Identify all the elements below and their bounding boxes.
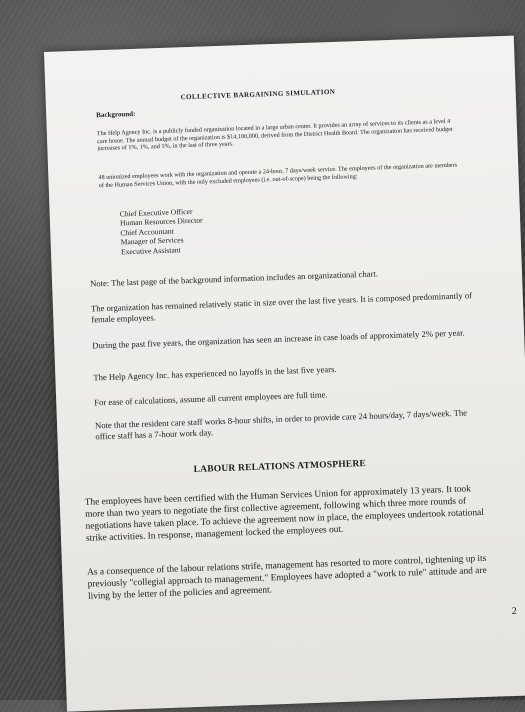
document-page (44, 36, 525, 712)
background-paragraph-2: 48 unionized employees work with the organization and operate a 24-hour, 7 days/week service. The employees of the organization are members of the Human Services Union, with the only excluded employees (i.e. out-of-scope) being the following: (98, 161, 458, 189)
background-heading: Background: (96, 109, 136, 120)
section-heading: LABOUR RELATIONS ATMOSPHERE (193, 459, 367, 476)
list-item: Manager of Services (120, 235, 184, 247)
paragraph-static-size: The organization has remained relatively static in size over the last five years. It is composed predominantly of female employees. (90, 290, 473, 325)
labour-paragraph-1: The employees have been certified with the Human Services Union for approximately 13 years. It took more than two years to negotiate the first collective agreement, following which three more rounds of negotiations have taken place. To achieve the agreement now in place, the employees undertook rotational strike activities. In response, management locked the employees out. (84, 484, 485, 544)
paragraph-layoffs: The Help Agency Inc. has experienced no layoffs in the last five years. (93, 363, 337, 383)
paragraph-fulltime: For ease of calculations, assume all current employees are full time. (94, 389, 328, 408)
list-item: Human Resources Director (119, 215, 203, 228)
list-item: Chief Accountant (120, 226, 174, 238)
page-number: 2 (511, 605, 518, 618)
note-org-chart: Note: The last page of the background information includes an organizational chart. (89, 268, 379, 289)
excluded-positions-list (120, 207, 204, 257)
list-item: Executive Assistant (120, 244, 181, 257)
labour-paragraph-2: As a consequence of the labour relations strife, management has resorted to more control, tightening up its previously "collegial approach to management." Employees have adopted a "work to rule" attitude and are living by the letter of the policies and agreement. (87, 553, 487, 602)
note-shifts: Note that the resident care staff works 8-hour shifts, in order to provide care 24 hours/day, 7 days/week. The office staff has a 7-hour work day. (94, 407, 468, 442)
background-paragraph-1: The Help Agency Inc. is a publicly funded organization located in a large urban center. It provides an array of services to its clients as a level 4 care home. The annual budget of the organization is $14,100,000, derived from the District Health Board. The organization has received budget increases of 1%, 1%, and 1%, in the last of three years. (96, 117, 453, 153)
paragraph-caseload: During the past five years, the organization has seen an increase in case loads of approximately 2% per year. (92, 327, 465, 351)
document-title: COLLECTIVE BARGAINING SIMULATION (180, 87, 336, 102)
list-item: Chief Executive Officer (119, 206, 193, 219)
